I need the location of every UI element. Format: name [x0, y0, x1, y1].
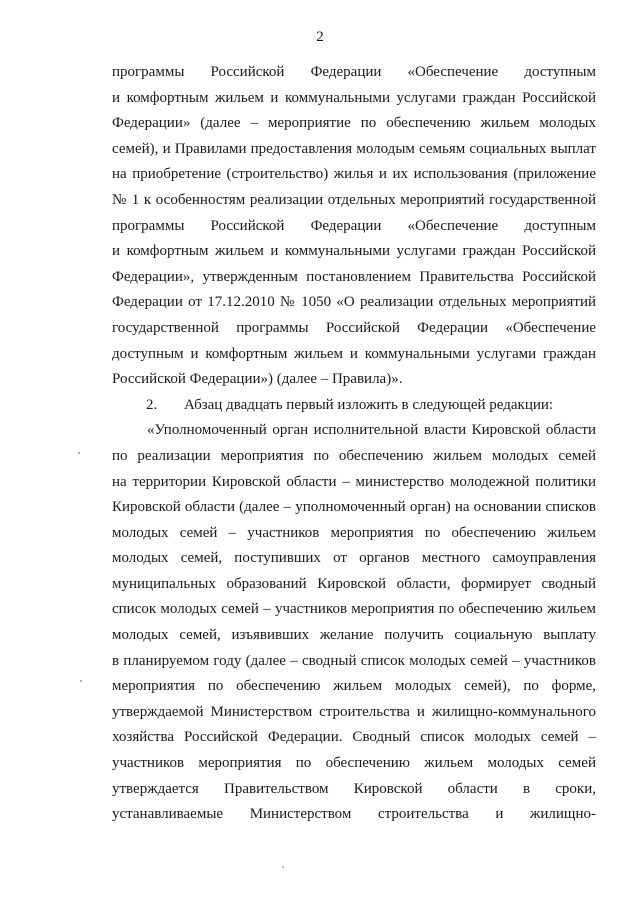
text-line: государственной программы Российской Федерации «Обеспечение [112, 319, 596, 336]
text-line: в планируемом году (далее – сводный список молодых семей – участников [112, 652, 596, 669]
text-line: Российской Федерации») (далее – Правила)». [112, 371, 403, 388]
text-line: хозяйства Российской Федерации. Сводный список молодых семей – [112, 729, 596, 746]
text-line: программы Российской Федерации «Обеспечение доступным [112, 64, 596, 80]
text-line: Федерации» (далее – мероприятие по обеспечению жильем молодых [112, 115, 596, 132]
text-line: устанавливаемые Министерством строительства и жилищно- [112, 806, 596, 823]
page-number: 2 [316, 29, 324, 45]
text-line: Федерации от 17.12.2010 № 1050 «О реализации отдельных мероприятий [112, 294, 596, 311]
numbered-item [112, 393, 596, 419]
text-line: программы Российской Федерации «Обеспечение доступным [112, 217, 596, 234]
item-text: Абзац двадцать первый изложить в следующей редакции: [184, 396, 554, 413]
text-line: «Уполномоченный орган исполнительной власти Кировской области [147, 422, 596, 439]
text-line: утверждаемой Министерством строительства и жилищно-коммунального [112, 703, 596, 720]
text-line: молодых семей, изъявивших желание получить социальную выплату [112, 627, 596, 644]
scan-speck [282, 866, 284, 868]
text-line: № 1 к особенностям реализации отдельных мероприятий государственной [112, 191, 596, 208]
quoted-paragraph [112, 418, 596, 828]
scan-speck [78, 452, 80, 454]
text-line: муниципальных образований Кировской области, формирует сводный [112, 575, 596, 592]
item-number: 2. [146, 396, 158, 413]
text-line: по реализации мероприятия по обеспечению жильем молодых семей [112, 447, 596, 464]
text-line: семей), и Правилами предоставления молодым семьям социальных выплат [112, 140, 596, 157]
text-line: мероприятия по обеспечению жильем молодых семей), по форме, [112, 678, 596, 695]
text-line: утверждается Правительством Кировской области в сроки, [112, 780, 596, 797]
text-line: молодых семей, поступивших от органов местного самоуправления [112, 550, 596, 567]
document-body [112, 60, 596, 828]
text-line: на приобретение (строительство) жилья и их использования (приложение [112, 166, 596, 183]
text-line: и комфортным жильем и коммунальными услугами граждан Российской [112, 243, 596, 260]
text-line: молодых семей – участников мероприятия по обеспечению жильем [112, 524, 596, 541]
text-line: доступным и комфортным жильем и коммунальными услугами граждан [112, 345, 596, 362]
text-line: участников мероприятия по обеспечению жильем молодых семей [112, 755, 596, 772]
text-line: список молодых семей – участников мероприятия по обеспечению жильем [112, 601, 596, 618]
text-line: на территории Кировской области – министерство молодежной политики [112, 473, 596, 490]
scan-speck [80, 680, 82, 682]
paragraph-continuation [112, 60, 596, 393]
text-line: Федерации», утвержденным постановлением Правительства Российской [112, 268, 596, 285]
text-line: Кировской области (далее – уполномоченный орган) на основании списков [112, 499, 596, 516]
text-line: и комфортным жильем и коммунальными услугами граждан Российской [112, 89, 596, 106]
